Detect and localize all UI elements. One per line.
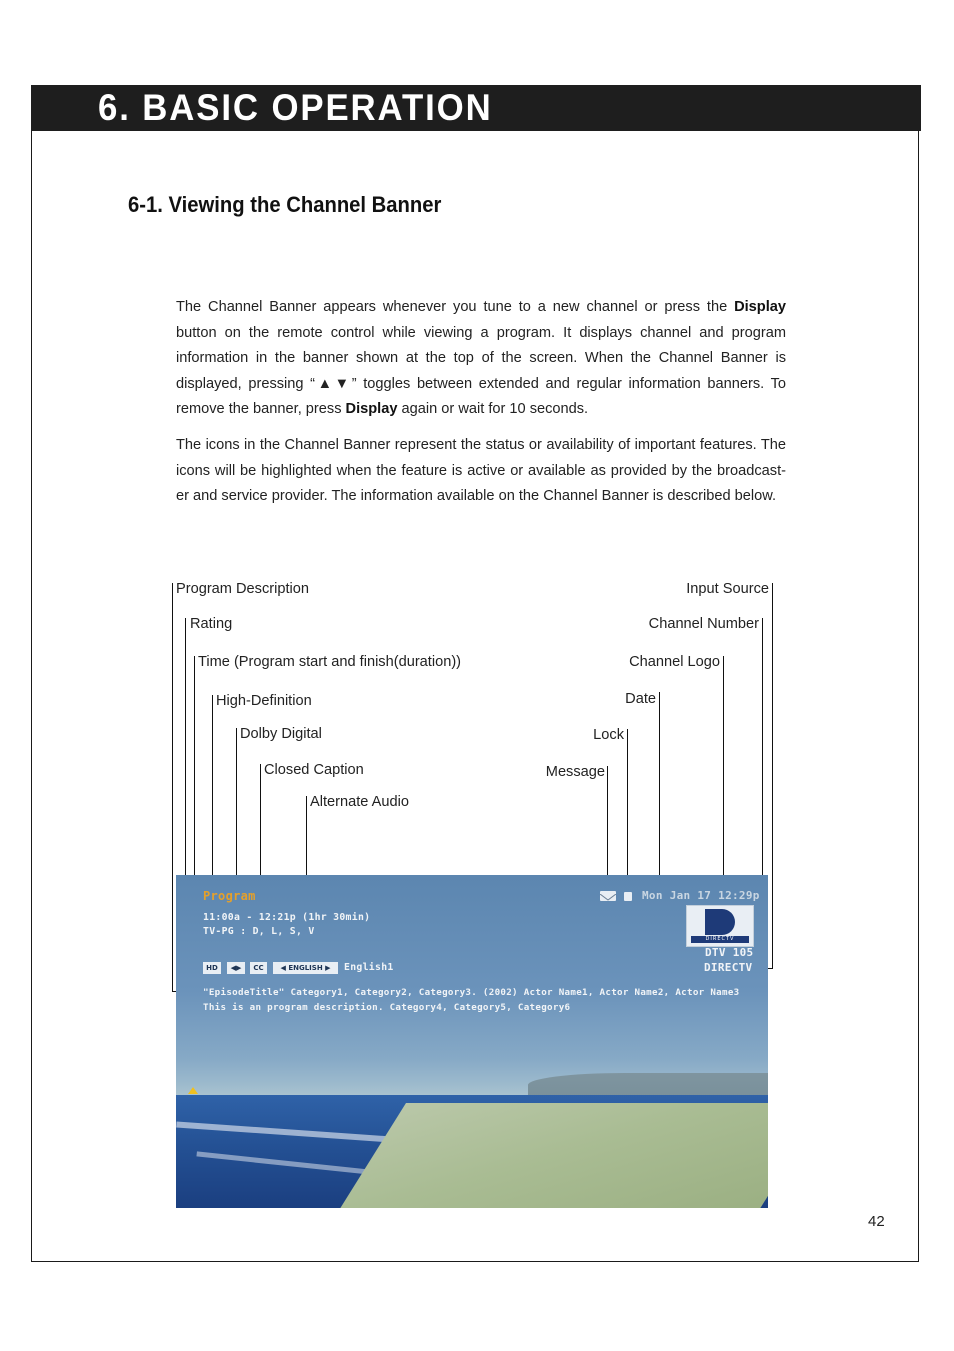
label-lock: Lock [593, 727, 624, 743]
intro-text-2: button on the remote control while viewing a program. It displays channel and program information in the banner shown at the top of the screen. When the Channel Banner is displayed, pressing “▲▼” toggles between extended and regular information banners. To remove the banner, press [176, 324, 786, 418]
label-high-definition: High-Definition [216, 693, 312, 709]
up-arrow-icon [188, 1087, 198, 1094]
display-keyword: Display [734, 299, 786, 315]
cc-icon: CC [250, 962, 267, 974]
intro-paragraph [176, 295, 786, 423]
lock-icon [624, 892, 632, 901]
label-alternate-audio: Alternate Audio [310, 794, 409, 810]
label-input-source: Input Source [686, 581, 769, 597]
label-dolby-digital: Dolby Digital [240, 726, 322, 742]
banner-channel-number: DTV 105 [705, 946, 754, 959]
tv-screen-image [176, 875, 768, 1208]
banner-date: Mon Jan 17 12:29p [642, 889, 760, 902]
chapter-title: 6. BASIC OPERATION [98, 87, 493, 128]
page-number: 42 [868, 1213, 885, 1230]
hd-icon: HD [203, 962, 221, 974]
intro-text-1: The Channel Banner appears whenever you tune to a new channel or press the [176, 299, 735, 315]
leader-line [772, 583, 773, 969]
label-rating: Rating [190, 616, 233, 632]
logo-text: DIRECTV [691, 936, 749, 943]
alternate-audio-icon: ◀ ENGLISH ▶ [273, 962, 338, 974]
dolby-icon: ◀▶ [227, 962, 245, 974]
leader-line [172, 583, 173, 991]
leader-line [723, 656, 724, 906]
leader-line [659, 692, 660, 888]
banner-description-line2: This is an program description. Category4, Category5, Category6 [203, 1002, 571, 1013]
label-closed-caption: Closed Caption [264, 762, 364, 778]
message-icon [600, 891, 616, 901]
label-program-description: Program Description [176, 581, 310, 597]
label-date: Date [625, 691, 656, 707]
banner-rating: TV-PG : D, L, S, V [203, 926, 315, 937]
channel-logo [686, 905, 754, 947]
label-time: Time (Program start and finish(duration)) [198, 654, 462, 670]
label-channel-number: Channel Number [648, 616, 759, 632]
section-title: 6-1. Viewing the Channel Banner [128, 192, 442, 217]
label-message: Message [545, 764, 605, 780]
banner-input-source: DIRECTV [704, 961, 753, 974]
banner-program-title: Program [203, 889, 256, 903]
directv-logo-icon [705, 909, 735, 935]
leader-line [607, 766, 608, 889]
intro-text-3: again or wait for 10 seconds. [397, 401, 589, 418]
banner-audio-track: English1 [344, 962, 394, 973]
label-channel-logo: Channel Logo [629, 654, 720, 670]
banner-description-line1: "EpisodeTitle" Category1, Category2, Category3. (2002) Actor Name1, Actor Name2, Actor Name3 [203, 987, 740, 998]
leader-line [627, 729, 628, 889]
icons-paragraph: The icons in the Channel Banner represent the status or availability of important features. The icons will be highlighted when the feature is active or available as provided by the broadcast-er and service provider. The information available on the Channel Banner is described below. [176, 437, 786, 505]
banner-time: 11:00a - 12:21p (1hr 30min) [203, 912, 371, 923]
display-keyword: Display [345, 401, 398, 418]
